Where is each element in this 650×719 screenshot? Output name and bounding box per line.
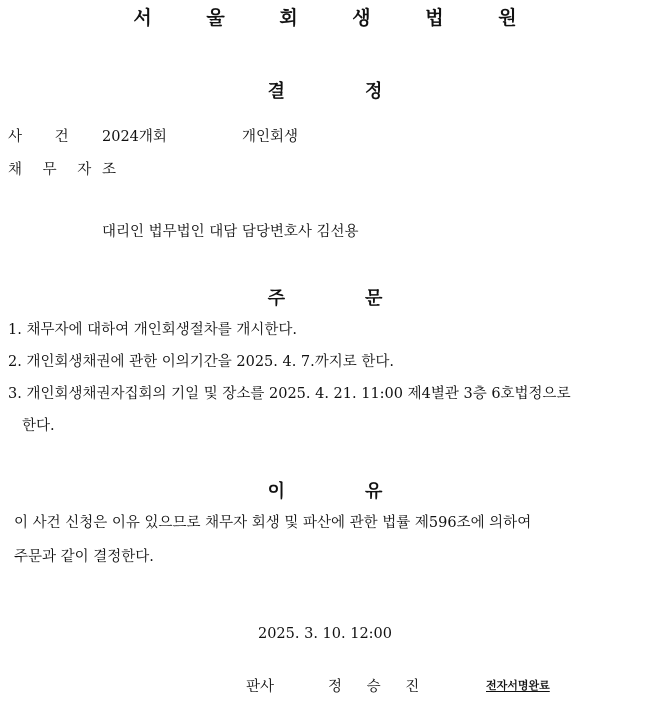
case-label: 사 건 [8,129,83,145]
order-heading [0,284,650,310]
case-type: 개인회생 [242,129,299,145]
reason-heading-char-1: 이 [267,481,285,502]
document-title [0,77,650,103]
judge-name: 정 승 진 [328,679,430,695]
document-title-char-1: 결 [267,81,285,102]
case-number: 2024개회 [102,129,167,145]
reason-line-1: 이 사건 신청은 이유 있으므로 채무자 회생 및 파산에 관한 법률 제596조에 의하여 [14,515,532,531]
judge-title: 판사 [246,679,275,695]
agent-info: 대리인 법무법인 대담 담당변호사 김선용 [102,224,359,240]
reason-line-2: 주문과 같이 결정한다. [14,549,154,565]
debtor-name: 조 [102,162,117,178]
order-item-2: 2. 개인회생채권에 관한 이의기간을 2025. 4. 7.까지로 한다. [8,354,395,370]
order-heading-char-1: 주 [267,288,285,309]
order-item-3-continued: 한다. [22,418,55,434]
reason-heading [0,477,650,503]
decision-date: 2025. 3. 10. 12:00 [257,626,393,642]
document-title-char-2: 정 [365,81,383,102]
reason-heading-char-2: 유 [365,481,383,502]
debtor-label: 채 무 자 [8,162,100,178]
order-item-1: 1. 채무자에 대하여 개인회생절차를 개시한다. [8,322,298,338]
order-heading-char-2: 문 [365,288,383,309]
order-item-3: 3. 개인회생채권자집회의 기일 및 장소를 2025. 4. 21. 11:00 제4별관 3층 6호법정으로 [8,386,571,402]
e-signature-stamp: 전자서명완료 [486,679,550,692]
court-name: 서 울 회 생 법 원 [133,7,541,29]
